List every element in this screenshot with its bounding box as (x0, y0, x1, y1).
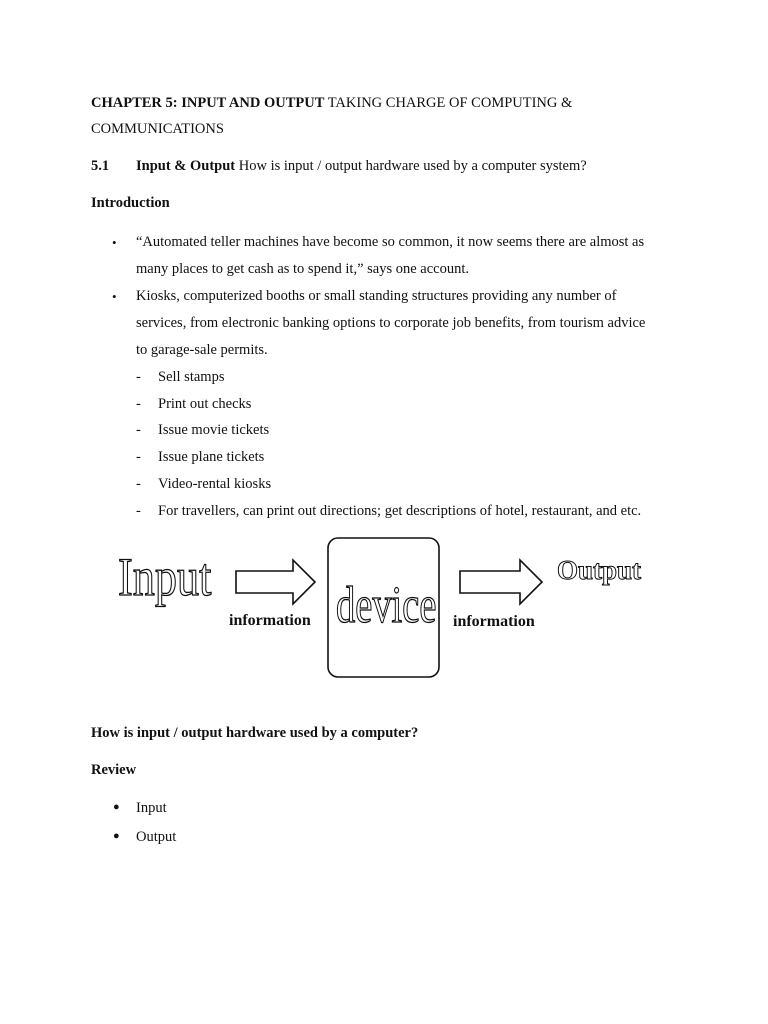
bullet-marker: ● (113, 830, 120, 842)
dash-item: Issue plane tickets (158, 449, 265, 465)
dash-marker: - (136, 503, 141, 519)
chapter-subtitle: TAKING CHARGE OF COMPUTING & (327, 95, 573, 111)
section-title-bold: Input & Output (136, 158, 236, 174)
output-label: Output (557, 555, 642, 585)
dash-item: For travellers, can print out directions; get descriptions of hotel, restaurant, and etc. (158, 503, 642, 519)
arrow-right-right (460, 560, 542, 604)
review-heading: Review (91, 762, 137, 778)
review-item: Input (136, 800, 167, 816)
input-label: Input (118, 547, 212, 607)
bullet-2-line-2: services, from electronic banking options to corporate job benefits, from tourism advice (136, 315, 646, 331)
bullet-marker: • (112, 235, 117, 250)
dash-marker: - (136, 369, 141, 385)
bullet-1-line-1: “Automated teller machines have become so common, it now seems there are almost as (136, 234, 645, 250)
information-label-left: information (229, 612, 311, 629)
chapter-heading-line1 (91, 96, 572, 111)
chapter-title-bold: CHAPTER 5: INPUT AND OUTPUT (91, 95, 325, 111)
bullet-marker: • (112, 289, 117, 304)
introduction-heading: Introduction (91, 195, 170, 211)
bullet-2-line-3: to garage-sale permits. (136, 342, 268, 358)
section-number: 5.1 (91, 158, 110, 174)
information-label-right: information (453, 613, 535, 630)
section-title (136, 159, 587, 174)
dash-marker: - (136, 396, 141, 412)
dash-item: Sell stamps (158, 369, 225, 385)
dash-item: Video-rental kiosks (158, 476, 272, 492)
review-item: Output (136, 829, 177, 845)
dash-item: Print out checks (158, 396, 252, 412)
dash-marker: - (136, 449, 141, 465)
question-heading: How is input / output hardware used by a computer? (91, 725, 419, 741)
bullet-2-line-1: Kiosks, computerized booths or small standing structures providing any number of (136, 288, 617, 304)
dash-marker: - (136, 422, 141, 438)
chapter-heading-line2: COMMUNICATIONS (91, 121, 224, 137)
bullet-marker: ● (113, 801, 120, 813)
bullet-1-line-2: many places to get cash as to spend it,” says one account. (136, 261, 469, 277)
device-label: device (336, 577, 437, 634)
dash-marker: - (136, 476, 141, 492)
input-output-diagram (110, 532, 670, 684)
section-title-rest: How is input / output hardware used by a computer system? (238, 158, 587, 174)
arrow-right-left (236, 560, 315, 604)
dash-item: Issue movie tickets (158, 422, 270, 438)
